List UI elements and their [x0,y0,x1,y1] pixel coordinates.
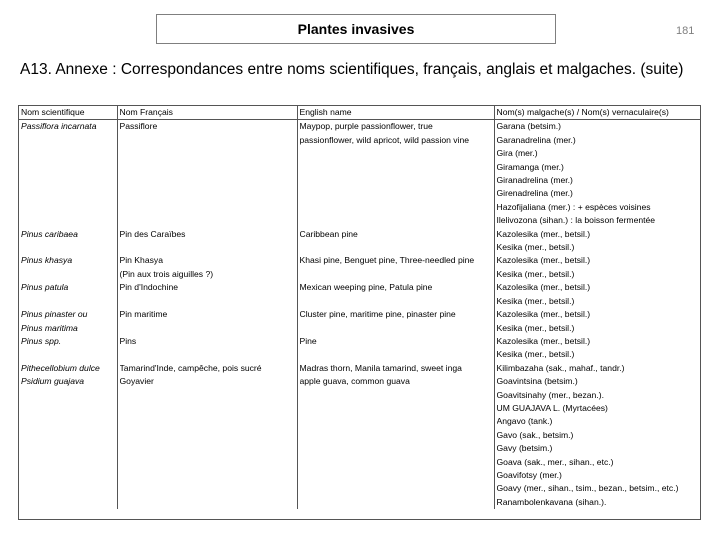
cell-text-line: passionflower, wild apricot, wild passion vine [299,134,470,145]
cell-text-line: Kazolesika (mer., betsil.) [496,309,591,320]
english-name-cell [297,362,494,375]
cell-text-line: Garanadrelina (mer.) [496,134,576,145]
cell-text-line: Passiflora incarnata [21,121,97,132]
scientific-name-cell [19,375,117,509]
french-name-cell [117,362,297,375]
english-name-cell [297,375,494,509]
scientific-name-cell [19,362,117,375]
page-number: 181 [676,25,695,37]
french-name-cell [117,308,297,335]
table-body [19,120,700,509]
english-name-cell [297,254,494,281]
malagasy-name-cell [494,375,700,509]
cell-text-line: Kazolesika (mer., betsil.) [496,255,591,266]
cell-text-line: Madras thorn, Manila tamarind, sweet inga [299,362,462,373]
cell-text-line: UM GUAJAVA L. (Myrtacées) [496,402,608,413]
header-title: Plantes invasives [297,21,415,37]
cell-text-line: Pinus khasya [21,255,73,266]
cell-text-line: Ilelivozona (sihan.) : la boisson fermentée [496,215,656,226]
cell-text-line: Goavifotsy (mer.) [496,469,562,480]
cell-text-line: Gira (mer.) [496,148,538,159]
table-row [19,362,700,375]
cell-text-line: Maypop, purple passionflower, true [299,121,433,132]
cell-text-line: Kazolesika (mer., betsil.) [496,282,591,293]
cell-text-line: Kesika (mer., betsil.) [496,242,575,253]
english-name-cell [297,228,494,255]
table-row [19,120,700,228]
french-name-cell [117,120,297,228]
malagasy-name-cell [494,308,700,335]
cell-text-line: Goava (sak., mer., sihan., etc.) [496,456,614,467]
column-header-scientific: Nom scientifique [19,106,117,120]
cell-text-line: Khasi pine, Benguet pine, Three-needled pine [299,255,475,266]
cell-text-line: Pin maritime [119,309,168,320]
cell-text-line: apple guava, common guava [299,376,410,387]
french-name-cell [117,228,297,255]
header-title-box [156,14,556,44]
cell-text-line: Pinus caribaea [21,228,78,239]
scientific-name-cell [19,335,117,362]
cell-text-line: Girenadrelina (mer.) [496,188,573,199]
scientific-name-cell [19,308,117,335]
malagasy-name-cell [494,228,700,255]
cell-text-line: Pin des Caraïbes [119,228,186,239]
table-row [19,335,700,362]
cell-text-line: Kazolesika (mer., betsil.) [496,228,591,239]
cell-text-line: Psidium guajava [21,376,85,387]
cell-text-line: Pin Khasya [119,255,163,266]
malagasy-name-cell [494,362,700,375]
cell-text-line: Kesika (mer., betsil.) [496,268,575,279]
table-header-row [19,106,700,120]
cell-text-line: Giranadrelina (mer.) [496,175,573,186]
english-name-cell [297,120,494,228]
cell-text-line: Goavintsina (betsim.) [496,376,578,387]
malagasy-name-cell [494,281,700,308]
cell-text-line: Pinus pinaster ou [21,309,88,320]
french-name-cell [117,254,297,281]
cell-text-line: Ranambolenkavana (sihan.). [496,496,607,507]
correspondence-table [19,106,700,509]
french-name-cell [117,375,297,509]
table-row [19,228,700,255]
cell-text-line: Kesika (mer., betsil.) [496,322,575,333]
cell-text-line: Pin d'Indochine [119,282,178,293]
section-heading: A13. Annexe : Correspondances entre noms scientifiques, français, anglais et malgaches. (suite) [20,61,684,78]
cell-text-line: Goyavier [119,376,154,387]
cell-text-line: Hazofijaliana (mer.) : + espèces voisines [496,201,651,212]
cell-text-line: Giramanga (mer.) [496,161,564,172]
malagasy-name-cell [494,120,700,228]
cell-text-line: Goavitsinahy (mer., bezan.). [496,389,604,400]
table-row [19,375,700,509]
cell-text-line: Pinus patula [21,282,69,293]
cell-text-line: Mexican weeping pine, Patula pine [299,282,433,293]
table-row [19,281,700,308]
cell-text-line: Kilimbazaha (sak., mahaf., tandr.) [496,362,625,373]
cell-text-line: Pine [299,335,317,346]
cell-text-line: Angavo (tank.) [496,416,553,427]
cell-text-line: Gavo (sak., betsim.) [496,429,574,440]
cell-text-line: (Pin aux trois aiguilles ?) [119,268,214,279]
cell-text-line: Kesika (mer., betsil.) [496,349,575,360]
english-name-cell [297,335,494,362]
cell-text-line: Kesika (mer., betsil.) [496,295,575,306]
malagasy-name-cell [494,254,700,281]
cell-text-line: Pinus maritima [21,322,78,333]
cell-text-line: Cluster pine, maritime pine, pinaster pine [299,309,456,320]
table-row [19,308,700,335]
scientific-name-cell [19,254,117,281]
cell-text-line: Pinus spp. [21,335,62,346]
cell-text-line: Caribbean pine [299,228,358,239]
cell-text-line: Pins [119,335,137,346]
scientific-name-cell [19,120,117,228]
cell-text-line: Kazolesika (mer., betsil.) [496,335,591,346]
french-name-cell [117,335,297,362]
column-header-english: English name [297,106,494,120]
english-name-cell [297,308,494,335]
cell-text-line: Passiflore [119,121,158,132]
cell-text-line: Gavy (betsim.) [496,443,553,454]
scientific-name-cell [19,281,117,308]
correspondence-table-frame [18,105,701,520]
scientific-name-cell [19,228,117,255]
cell-text-line: Goavy (mer., sihan., tsim., bezan., betsim., etc.) [496,483,679,494]
column-header-french: Nom Français [117,106,297,120]
english-name-cell [297,281,494,308]
cell-text-line: Garana (betsim.) [496,121,561,132]
cell-text-line: Tamarind'Inde, campêche, pois sucré [119,362,262,373]
column-header-malagasy: Nom(s) malgache(s) / Nom(s) vernaculaire(s) [494,106,700,120]
cell-text-line: Pithecellobium dulce [21,362,100,373]
table-row [19,254,700,281]
french-name-cell [117,281,297,308]
malagasy-name-cell [494,335,700,362]
